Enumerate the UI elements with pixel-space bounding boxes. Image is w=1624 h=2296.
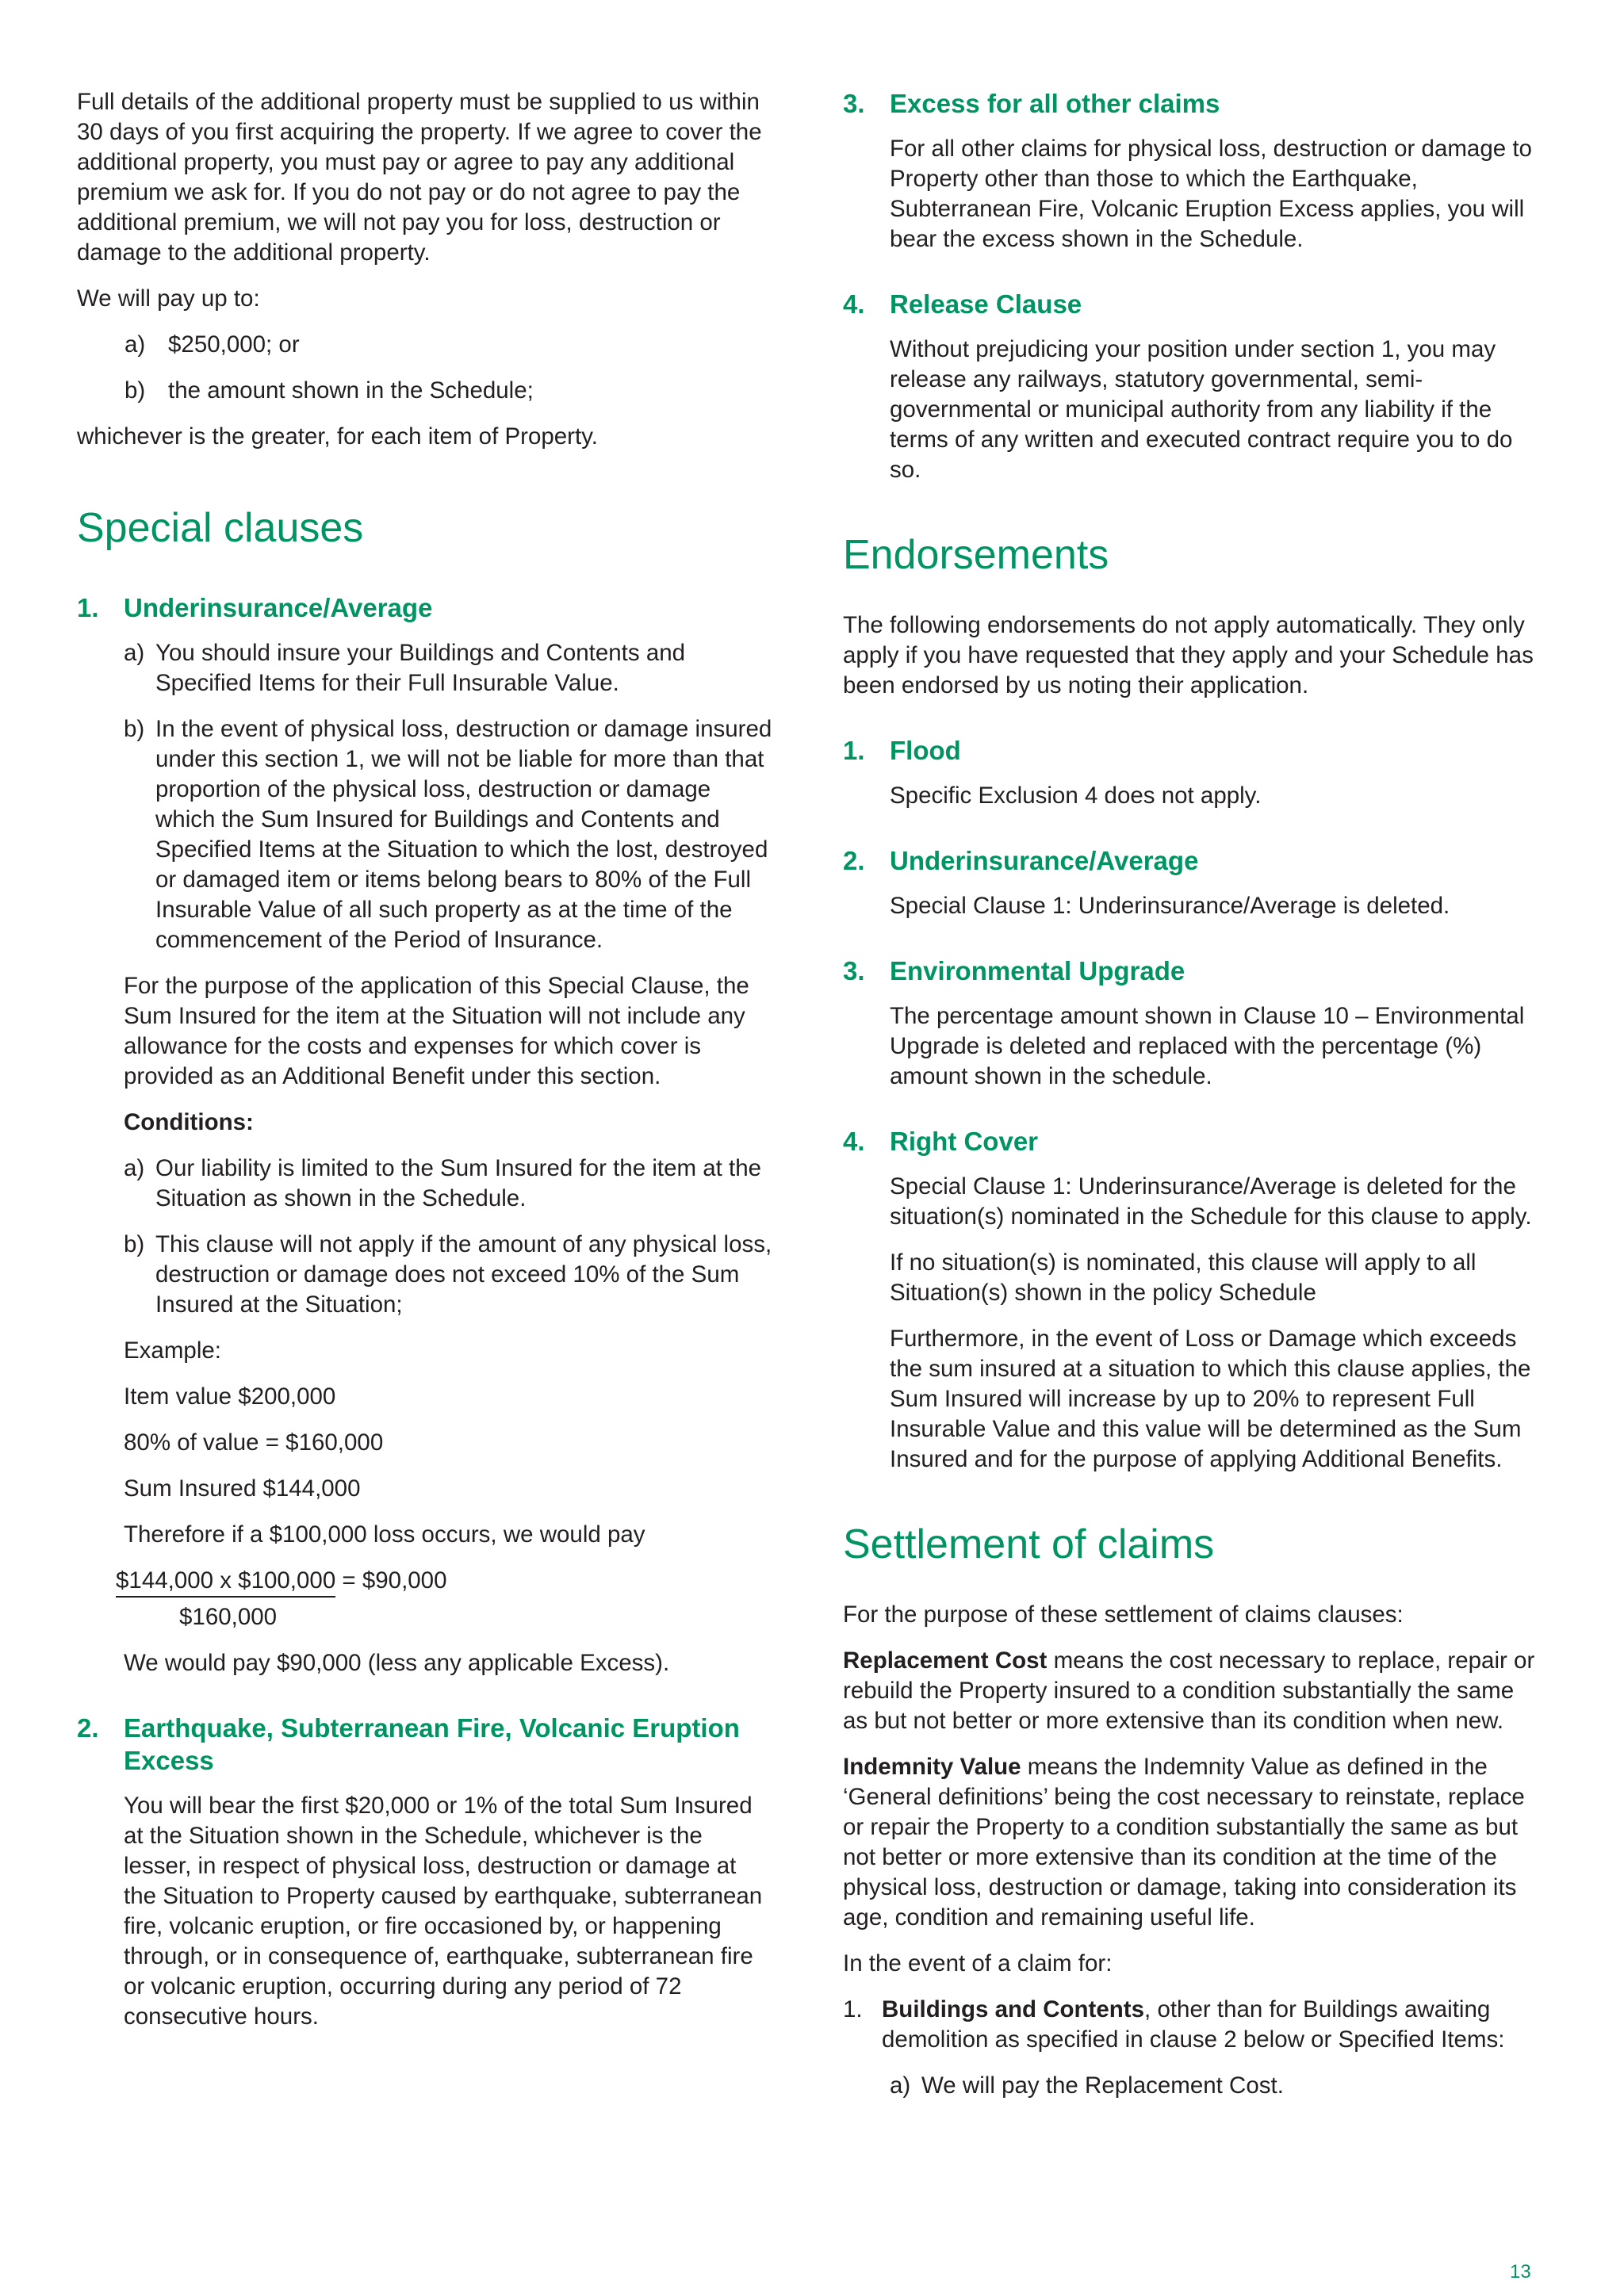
special-clause-4-body (843, 335, 1541, 485)
clause-number: 2. (843, 846, 865, 875)
list-marker: b) (124, 1231, 145, 1257)
example-fraction (116, 1566, 775, 1598)
clause-paragraph: The percentage amount shown in Clause 10 – Environmental Upgrade is deleted and replaced with the percentage (%) amount shown in the schedule. (890, 1003, 1525, 1089)
clause-paragraph: Furthermore, in the event of Loss or Damage which exceeds the sum insured at a situation to which this clause applies, the Sum Insured will increase by up to 20% to represent Full Insurable Value and this value will be determined as the Sum Insured and for the purpose of applying Additional Benefits. (890, 1326, 1531, 1472)
clause-number: 3. (843, 956, 865, 985)
clause-paragraph: Without prejudicing your position under section 1, you may release any railways, statutory governmental, semi-governmental or municipal authority from any liability if the terms of any written and executed contract require you to do so. (890, 336, 1513, 483)
condition-list-item (124, 1154, 775, 1214)
example-line: 80% of value = $160,000 (124, 1429, 384, 1456)
endorsement-2-heading (843, 844, 1541, 877)
clause-paragraph: Specific Exclusion 4 does not apply. (890, 783, 1262, 809)
intro-paragraph-2: We will pay up to: (77, 285, 260, 312)
endorsement-4-heading (843, 1125, 1541, 1158)
list-text: Our liability is limited to the Sum Insured for the item at the Situation as shown in the Schedule. (155, 1155, 762, 1211)
claim-intro: In the event of a claim for: (843, 1950, 1113, 1976)
clause-list-item (124, 638, 775, 698)
list-marker: b) (124, 377, 146, 404)
clause-title: Earthquake, Subterranean Fire, Volcanic Eruption Excess (124, 1713, 740, 1775)
endorsement-2-body (843, 891, 1541, 921)
special-clause-1-heading (77, 591, 775, 624)
list-marker: a) (124, 1155, 145, 1181)
claim-term: Buildings and Contents (882, 1996, 1145, 2022)
fraction-denominator: $160,000 (179, 1604, 278, 1630)
condition-list-item (124, 1230, 775, 1320)
list-text: In the event of physical loss, destruction or damage insured under this section 1, we will not be liable for more than that proportion of the physical loss, destruction or damage which the Sum Insured for Buildings and Contents and Specified Items at the Situation to which the lost, destroyed or damaged item or items belong bears to 80% of the Full Insurable Value of all such property as at the time of the commencement of the Period of Insurance. (155, 716, 772, 953)
clause-paragraph: For the purpose of the application of this Special Clause, the Sum Insured for the item at the Situation will not include any allowance for the costs and expenses for which cover is provided as an Additional Benefit under this section. (124, 973, 749, 1089)
list-text: This clause will not apply if the amount of any physical loss, destruction or damage does not exceed 10% of the Sum Insured at the Situation; (155, 1231, 772, 1318)
endorsement-1-body (843, 781, 1541, 811)
clause-title: Underinsurance/Average (890, 846, 1199, 875)
special-clause-3-body (843, 134, 1541, 254)
list-marker: b) (124, 716, 145, 742)
clause-list-item (124, 714, 775, 955)
endorsement-1-heading (843, 734, 1541, 767)
clause-paragraph: Special Clause 1: Underinsurance/Average is deleted for the situation(s) nominated in the Schedule for this clause to apply. (890, 1173, 1532, 1230)
replacement-cost-definition (843, 1646, 1541, 1736)
clause-number: 4. (843, 1127, 865, 1156)
intro-paragraph-3: whichever is the greater, for each item of Property. (77, 423, 598, 450)
clause-number: 3. (843, 89, 865, 118)
intro-list-item (77, 376, 775, 406)
example-line: Therefore if a $100,000 loss occurs, we would pay (124, 1521, 645, 1548)
clause-number: 2. (77, 1713, 99, 1743)
list-text: $250,000; or (168, 331, 300, 358)
special-clause-2-body (77, 1791, 775, 2032)
special-clauses-heading: Special clauses (77, 505, 364, 551)
left-column (77, 87, 775, 2048)
clause-title: Right Cover (890, 1127, 1039, 1156)
clause-title: Underinsurance/Average (124, 593, 433, 622)
clause-number: 1. (77, 593, 99, 622)
endorsement-3-body (843, 1001, 1541, 1092)
settlement-heading: Settlement of claims (843, 1521, 1215, 1567)
page-number: 13 (1510, 2261, 1531, 2283)
clause-title: Release Clause (890, 289, 1082, 319)
definition-text: means the Indemnity Value as defined in the ‘General definitions’ being the cost necessary to reinstate, replace or repair the Property to a condition substantially the same as but not better or more extensive than its condition at the time of the physical loss, destruction or damage, taking into consideration its age, condition and remaining useful life. (843, 1754, 1525, 1931)
list-text: the amount shown in the Schedule; (168, 377, 534, 404)
list-marker: 1. (843, 1996, 863, 2022)
example-line: Sum Insured $144,000 (124, 1475, 361, 1502)
endorsement-4-body (843, 1172, 1541, 1475)
definition-term: Indemnity Value (843, 1754, 1021, 1780)
claim-text: , other than for Buildings awaiting demolition as specified in clause 2 below or Specified Items: (882, 1996, 1505, 2053)
endorsement-3-heading (843, 955, 1541, 987)
list-text (882, 1995, 1541, 2055)
list-marker: a) (124, 640, 145, 666)
fraction-result: = $90,000 (335, 1567, 447, 1594)
intro-list-item (77, 330, 775, 360)
settlement-intro: For the purpose of these settlement of claims clauses: (843, 1601, 1404, 1628)
definition-text: means the cost necessary to replace, repair or rebuild the Property insured to a condition substantially the same as but not better or more extensive than its condition when new. (843, 1647, 1535, 1734)
list-text: We will pay the Replacement Cost. (921, 2072, 1284, 2099)
clause-title: Flood (890, 736, 961, 765)
clause-paragraph: Special Clause 1: Underinsurance/Average is deleted. (890, 893, 1450, 919)
example-line: Item value $200,000 (124, 1383, 336, 1410)
list-text: You should insure your Buildings and Contents and Specified Items for their Full Insurable Value. (155, 640, 686, 696)
indemnity-value-definition (843, 1752, 1541, 1933)
example-label: Example: (124, 1337, 221, 1364)
clause-paragraph: For all other claims for physical loss, destruction or damage to Property other than those to which the Earthquake, Subterranean Fire, Volcanic Eruption Excess applies, you will bear the excess shown in the Schedule. (890, 136, 1532, 252)
special-clause-2-heading (77, 1712, 775, 1777)
clause-number: 1. (843, 736, 865, 765)
clause-title: Excess for all other claims (890, 89, 1220, 118)
fraction-numerator: $144,000 x $100,000 (116, 1566, 335, 1598)
special-clause-3-heading (843, 87, 1541, 120)
intro-paragraph-1: Full details of the additional property must be supplied to us within 30 days of you first acquiring the property. If we agree to cover the additional property, you must pay or agree to pay any additional premium we ask for. If you do not pay or do not agree to pay the additional premium, we will not pay you for loss, destruction or damage to the additional property. (77, 89, 762, 266)
endorsements-intro: The following endorsements do not apply automatically. They only apply if you have requested that they apply and your Schedule has been endorsed by us noting their application. (843, 612, 1534, 698)
list-marker: a) (124, 331, 146, 358)
definition-term: Replacement Cost (843, 1647, 1048, 1674)
clause-title: Environmental Upgrade (890, 956, 1185, 985)
claim-list-item (843, 1995, 1541, 2055)
example-final: We would pay $90,000 (less any applicable Excess). (124, 1650, 670, 1676)
special-clause-1-body (77, 638, 775, 1678)
endorsements-heading: Endorsements (843, 532, 1109, 578)
special-clause-4-heading (843, 288, 1541, 320)
clause-number: 4. (843, 289, 865, 319)
conditions-label: Conditions: (124, 1109, 254, 1135)
claim-sub-item (843, 2071, 1541, 2101)
clause-paragraph: You will bear the first $20,000 or 1% of the total Sum Insured at the Situation shown in the Schedule, whichever is the lesser, in respect of physical loss, destruction or damage at the Situation to Property caused by earthquake, subterranean fire, volcanic eruption, or fire occasioned by, or happening through, or in consequence of, earthquake, subterranean fire or volcanic eruption, occurring during any period of 72 consecutive hours. (124, 1793, 763, 2030)
right-column (843, 87, 1541, 2117)
clause-paragraph: If no situation(s) is nominated, this clause will apply to all Situation(s) shown in the policy Schedule (890, 1249, 1477, 1306)
list-marker: a) (890, 2072, 911, 2099)
